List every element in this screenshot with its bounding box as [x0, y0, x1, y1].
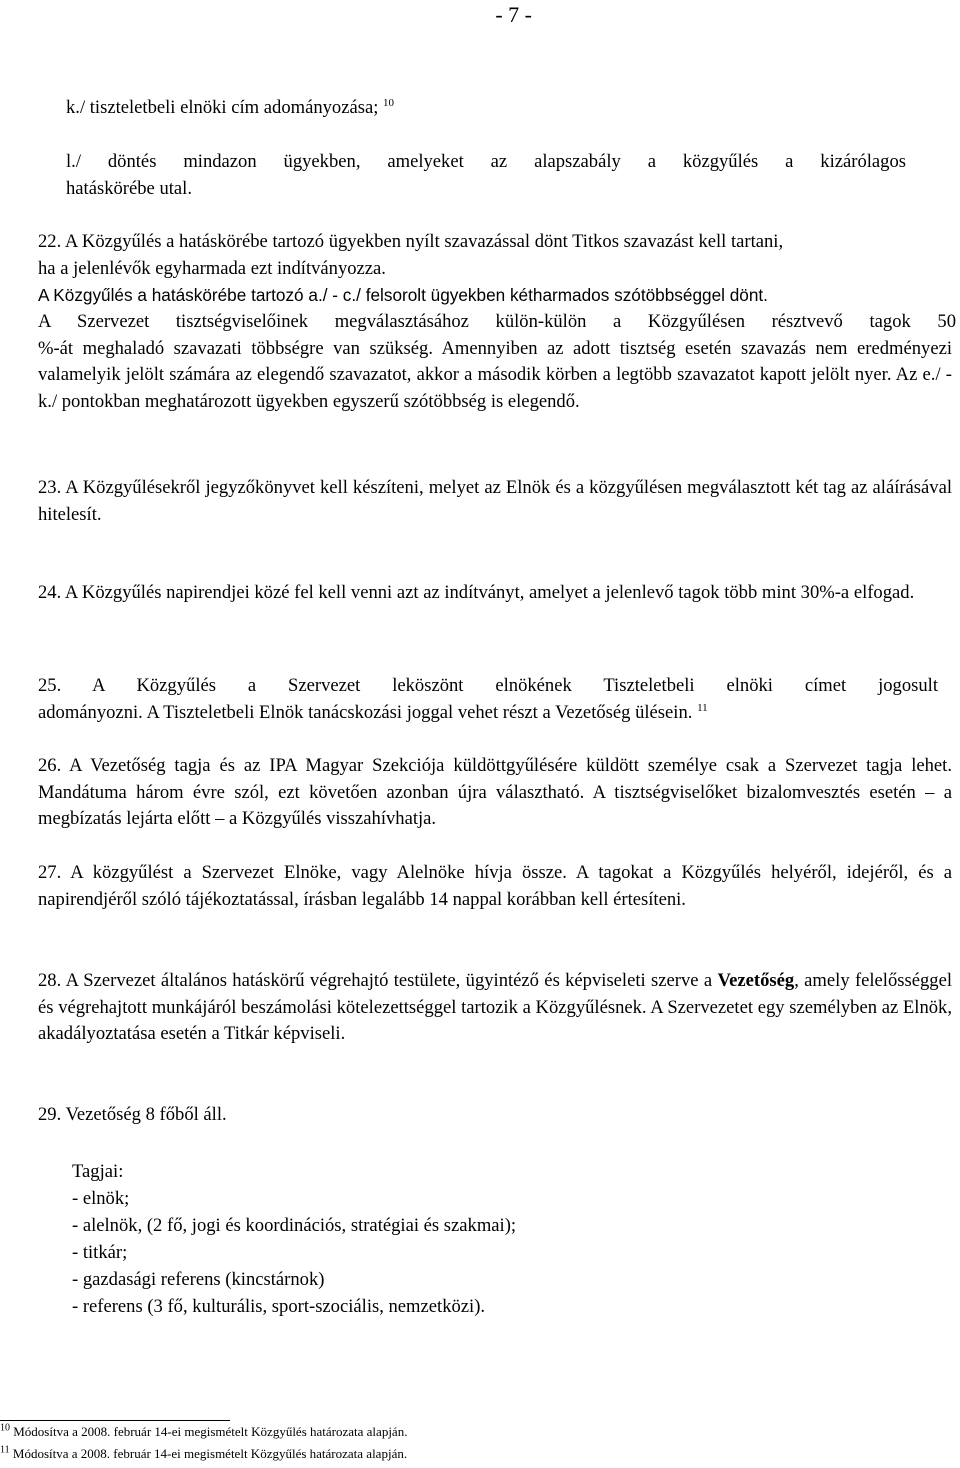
- paragraph-25-line2: adományozni. A Tiszteletbeli Elnök tanácskozási joggal vehet részt a Vezetőség ülésein.: [38, 701, 693, 723]
- paragraph-29-text: Vezetőség 8 főből áll.: [65, 1104, 227, 1125]
- footnote-11-number: 11: [0, 1444, 10, 1456]
- paragraph-22: [38, 229, 956, 416]
- paragraph-22-number: 22.: [38, 231, 62, 252]
- paragraph-22-line5a: %-át meghaladó szavazati többségre van szükség.: [38, 337, 433, 359]
- item-l-line2: hatáskörébe utal.: [66, 177, 192, 199]
- paragraph-28-post: , amely felelősséggel és végrehajtott munkájáról beszámolási kötelezettséggel tartozik a Közgyűlésnek. A Szervezetet egy személyben az Elnök, akadályoztatása esetén a Titkár képviseli.: [38, 970, 953, 1045]
- paragraph-27-number: 27.: [38, 862, 62, 883]
- paragraph-28-number: 28.: [38, 970, 62, 991]
- paragraph-28-pre: A Szervezet általános hatáskörű végrehajtó testülete, ügyintéző és képviseleti szerve a: [65, 970, 713, 991]
- paragraph-22-line4: A Szervezet tisztségviselőinek megválasztásához külön-külön a Közgyűlésen résztvevő tagok 50: [38, 311, 956, 333]
- members-item-alelnok: - alelnök, (2 fő, jogi és koordinációs, stratégiai és szakmai);: [72, 1215, 517, 1236]
- footnote-11-text: Módosítva a 2008. február 14-ei megismételt Közgyűlés határozata alapján.: [12, 1446, 408, 1461]
- footnote-ref-11[interactable]: 11: [697, 701, 708, 714]
- paragraph-23-text: A Közgyűlésekről jegyzőkönyvet kell készíteni, melyet az Elnök és a közgyűlésen megválasztott két tag az aláírásával hitelesít.: [38, 477, 953, 525]
- paragraph-23-number: 23.: [38, 477, 62, 498]
- paragraph-25: [38, 673, 938, 726]
- paragraph-28: [38, 968, 952, 1048]
- footnote-11: [0, 1446, 407, 1462]
- page-number: - 7 -: [495, 2, 532, 27]
- item-k: [66, 95, 946, 122]
- members-item-referens: - referens (3 fő, kulturális, sport-szociális, nemzetközi).: [72, 1296, 486, 1317]
- footnote-ref-10[interactable]: 10: [383, 96, 395, 109]
- item-l: [66, 149, 906, 202]
- members-item-elnok: - elnök;: [72, 1188, 130, 1209]
- members-heading: Tagjai:: [72, 1161, 124, 1182]
- paragraph-22-line1: A Közgyűlés a hatáskörébe tartozó ügyekben nyílt szavazással dönt Titkos szavazást kell tartani,: [64, 231, 784, 252]
- paragraph-24-text: A Közgyűlés napirendjei közé fel kell venni azt az indítványt, amelyet a jelenlevő tagok több mint 30%-a elfogad.: [64, 582, 915, 603]
- paragraph-27-text: A közgyűlést a Szervezet Elnöke, vagy Alelnöke hívja össze. A tagokat a Közgyűlés helyéről, idejéről, és a napirendjéről szóló tájékoztatással, írásban legalább 14 nappal korábban kell értesíteni.: [38, 862, 952, 910]
- paragraph-29-number: 29.: [38, 1104, 62, 1125]
- members-item-gazdasagi: - gazdasági referens (kincstárnok): [72, 1269, 325, 1290]
- footnote-10-text: Módosítva a 2008. február 14-ei megismételt Közgyűlés határozata alapján.: [13, 1424, 408, 1439]
- item-l-line1: l./ döntés mindazon ügyekben, amelyeket az alapszabály a közgyűlés a kizárólagos: [66, 151, 906, 172]
- paragraph-22-line3: A Közgyűlés a hatáskörébe tartozó a./ - c./ felsorolt ügyekben kétharmados szótöbbséggel dönt.: [38, 285, 768, 306]
- paragraph-26: [38, 753, 952, 833]
- paragraph-24-number: 24.: [38, 582, 62, 603]
- footnote-separator: [0, 1420, 230, 1421]
- paragraph-25-number: 25.: [38, 675, 62, 696]
- paragraph-25-line1: A Közgyűlés a Szervezet leköszönt elnökének Tiszteletbeli elnöki címet jogosult: [92, 675, 939, 696]
- paragraph-22-rest: [38, 336, 952, 416]
- paragraph-26-text: A Vezetőség tagja és az IPA Magyar Szekciója küldöttgyűlésére küldött személye csak a Szervezet tagja lehet. Mandátuma három évre szól, ezt követően azonban újra választható. A tisztségviselőket bizalomvesztés esetén – a megbízatás lejárta előtt – a Közgyűlés visszahívhatja.: [38, 755, 952, 830]
- members-item-titkar: - titkár;: [72, 1242, 128, 1263]
- paragraph-23: [38, 475, 952, 528]
- item-k-text: k./ tiszteletbeli elnöki cím adományozása;: [66, 97, 379, 118]
- paragraph-27: [38, 860, 952, 913]
- paragraph-28-bold-term: Vezetőség: [717, 970, 795, 991]
- paragraph-22-line5b: Amennyiben az adott tisztség esetén szavazás nem eredményezi valamelyik jelölt számára az elegendő szavazatot, akkor a második körben a legtöbb szavazatot kapott jelölt nyer. Az e./ - k./ pontokban meghatározott ügyekben egyszerű szótöbbség is elegendő.: [38, 337, 952, 412]
- paragraph-22-line2: ha a jelenlévők egyharmada ezt indítványozza.: [38, 257, 386, 279]
- paragraph-24: [38, 580, 952, 607]
- paragraph-26-number: 26.: [38, 755, 62, 776]
- footnote-10: [0, 1424, 407, 1440]
- footnote-10-number: 10: [0, 1422, 10, 1434]
- paragraph-29: [38, 1102, 956, 1129]
